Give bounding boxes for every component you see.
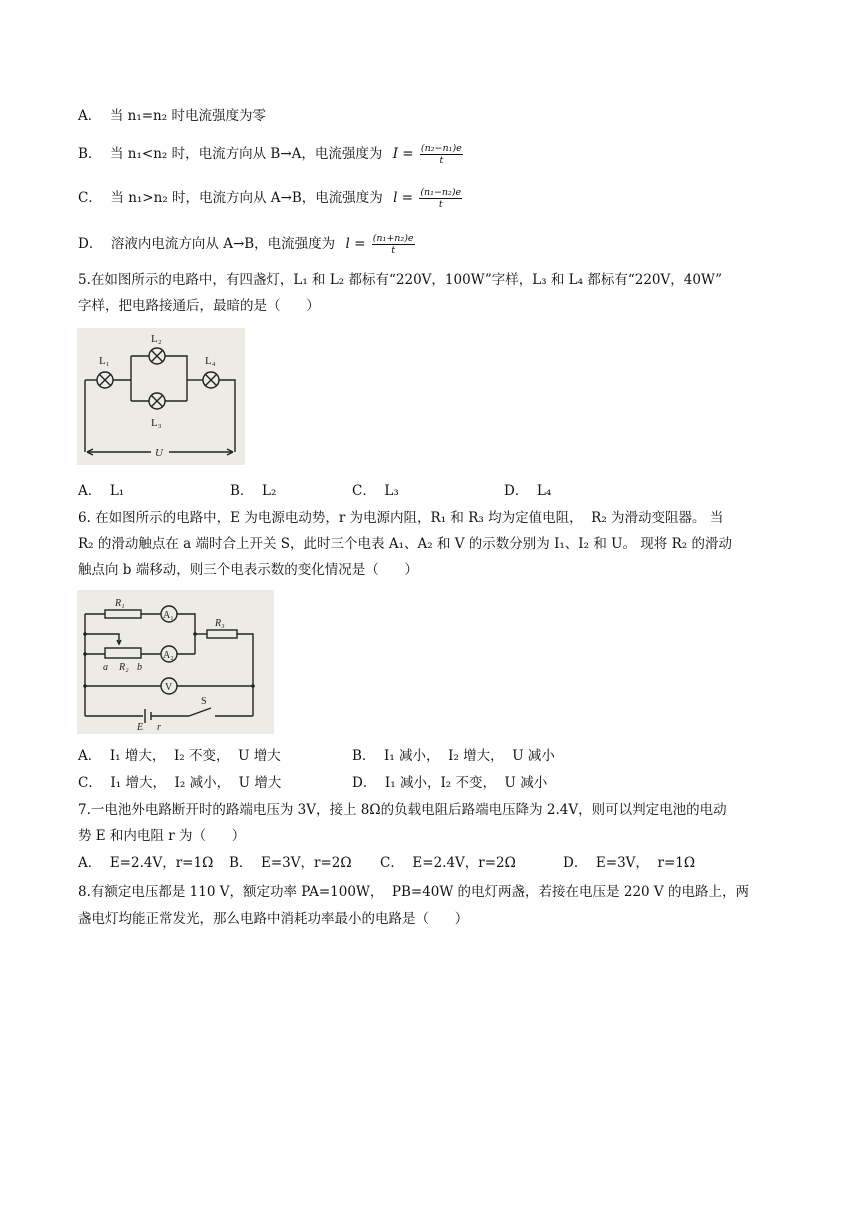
q5-option-c: C． L₃ bbox=[352, 483, 399, 499]
q5-option-b: B． L₂ bbox=[230, 483, 277, 499]
q5-label-l2: L₂ bbox=[151, 333, 162, 345]
q4-option-b-denominator: t bbox=[439, 155, 444, 166]
q6-label-r: r bbox=[157, 722, 161, 733]
q6-circuit-svg bbox=[77, 590, 274, 734]
q6-stem-line2: R₂ 的滑动触点在 a 端时合上开关 S，此时三个电表 A₁、A₂ 和 V 的示数分别为 I₁、I₂ 和 U。 现将 R₂ 的滑动 bbox=[78, 536, 732, 552]
q5-label-u: U bbox=[155, 447, 163, 459]
q6-option-b: B． I₁ 减小， I₂ 增大， U 减小 bbox=[352, 748, 555, 764]
q7-option-c: C． E=2.4V，r=2Ω bbox=[380, 855, 516, 871]
q5-label-l4: L₄ bbox=[205, 355, 216, 367]
q5-option-d: D． L₄ bbox=[504, 483, 552, 499]
q4-option-c-eq: l = bbox=[393, 190, 414, 206]
q4-option-d-fraction bbox=[372, 233, 415, 256]
q8-stem-line1: 8.有额定电压都是 110 V，额定功率 PA=100W， PB=40W 的电灯两盏，若接在电压是 220 V 的电路上，两 bbox=[78, 884, 749, 900]
q6-label-a1: A₁ bbox=[163, 610, 174, 621]
q4-option-a: A． 当 n₁=n₂ 时电流强度为零 bbox=[78, 108, 266, 124]
q7-stem-line1: 7.一电池外电路断开时的路端电压为 3V，接上 8Ω的负载电阻后路端电压降为 2.4V，则可以判定电池的电动 bbox=[78, 802, 727, 818]
q4-option-d-denominator: t bbox=[391, 245, 396, 256]
q6-option-a: A． I₁ 增大， I₂ 不变， U 增大 bbox=[78, 748, 281, 764]
q5-circuit-svg bbox=[77, 328, 245, 465]
q4-option-b-text: B． 当 n₁<n₂ 时，电流方向从 B→A，电流强度为 bbox=[78, 146, 383, 162]
q6-label-r2: R₂ bbox=[119, 662, 129, 673]
q4-option-c bbox=[78, 187, 462, 210]
q4-option-b-numerator: (n₂−n₁)e bbox=[420, 143, 462, 154]
q4-option-c-denominator: t bbox=[438, 199, 443, 210]
q5-label-l1: L₁ bbox=[99, 355, 110, 367]
q6-label-r3: R₃ bbox=[215, 618, 225, 629]
q6-circuit-figure bbox=[77, 590, 274, 734]
q4-option-d-text: D． 溶液内电流方向从 A→B，电流强度为 bbox=[78, 236, 336, 252]
q4-option-d-eq: l = bbox=[345, 236, 366, 252]
q4-option-d-numerator: (n₁+n₂)e bbox=[372, 233, 414, 244]
q4-option-b-eq: I = bbox=[392, 146, 414, 162]
q4-option-c-fraction bbox=[419, 187, 462, 210]
q6-label-b: b bbox=[137, 662, 142, 673]
q5-stem-line1: 5.在如图所示的电路中，有四盏灯，L₁ 和 L₂ 都标有“220V，100W”字样，L₃ 和 L₄ 都标有“220V，40W” bbox=[78, 272, 722, 288]
q5-option-a: A． L₁ bbox=[78, 483, 125, 499]
q6-label-r1: R₁ bbox=[115, 598, 125, 609]
q6-label-s: S bbox=[201, 696, 207, 707]
q6-label-e: E bbox=[137, 722, 144, 733]
q4-option-b-fraction bbox=[420, 143, 463, 166]
q5-stem-line2: 字样，把电路接通后，最暗的是（ ） bbox=[78, 298, 320, 314]
q6-label-a2: A₂ bbox=[163, 650, 174, 661]
q6-label-a: a bbox=[103, 662, 108, 673]
q7-option-d: D． E=3V， r=1Ω bbox=[563, 855, 696, 871]
q5-label-l3: L₃ bbox=[151, 417, 162, 429]
q4-option-c-numerator: (n₁−n₂)e bbox=[420, 187, 462, 198]
q7-option-b: B． E=3V，r=2Ω bbox=[229, 855, 352, 871]
q6-option-c: C． I₁ 增大， I₂ 减小， U 增大 bbox=[78, 775, 282, 791]
q4-option-d bbox=[78, 233, 415, 256]
q6-stem-line3: 触点向 b 端移动，则三个电表示数的变化情况是（ ） bbox=[78, 562, 418, 578]
q6-stem-line1: 6. 在如图所示的电路中，E 为电源电动势，r 为电源内阻，R₁ 和 R₃ 均为定值电阻， R₂ 为滑动变阻器。 当 bbox=[78, 510, 724, 526]
q7-stem-line2: 势 E 和内电阻 r 为（ ） bbox=[78, 828, 246, 844]
q4-option-b bbox=[78, 143, 463, 166]
q6-option-d: D． I₁ 减小，I₂ 不变， U 减小 bbox=[352, 775, 548, 791]
q6-label-v: V bbox=[165, 682, 173, 693]
q7-option-a: A． E=2.4V，r=1Ω bbox=[78, 855, 214, 871]
q8-stem-line2: 盏电灯均能正常发光，那么电路中消耗功率最小的电路是（ ） bbox=[78, 911, 469, 927]
q4-option-c-text: C． 当 n₁>n₂ 时，电流方向从 A→B，电流强度为 bbox=[78, 190, 383, 206]
q5-circuit-figure bbox=[77, 328, 245, 465]
